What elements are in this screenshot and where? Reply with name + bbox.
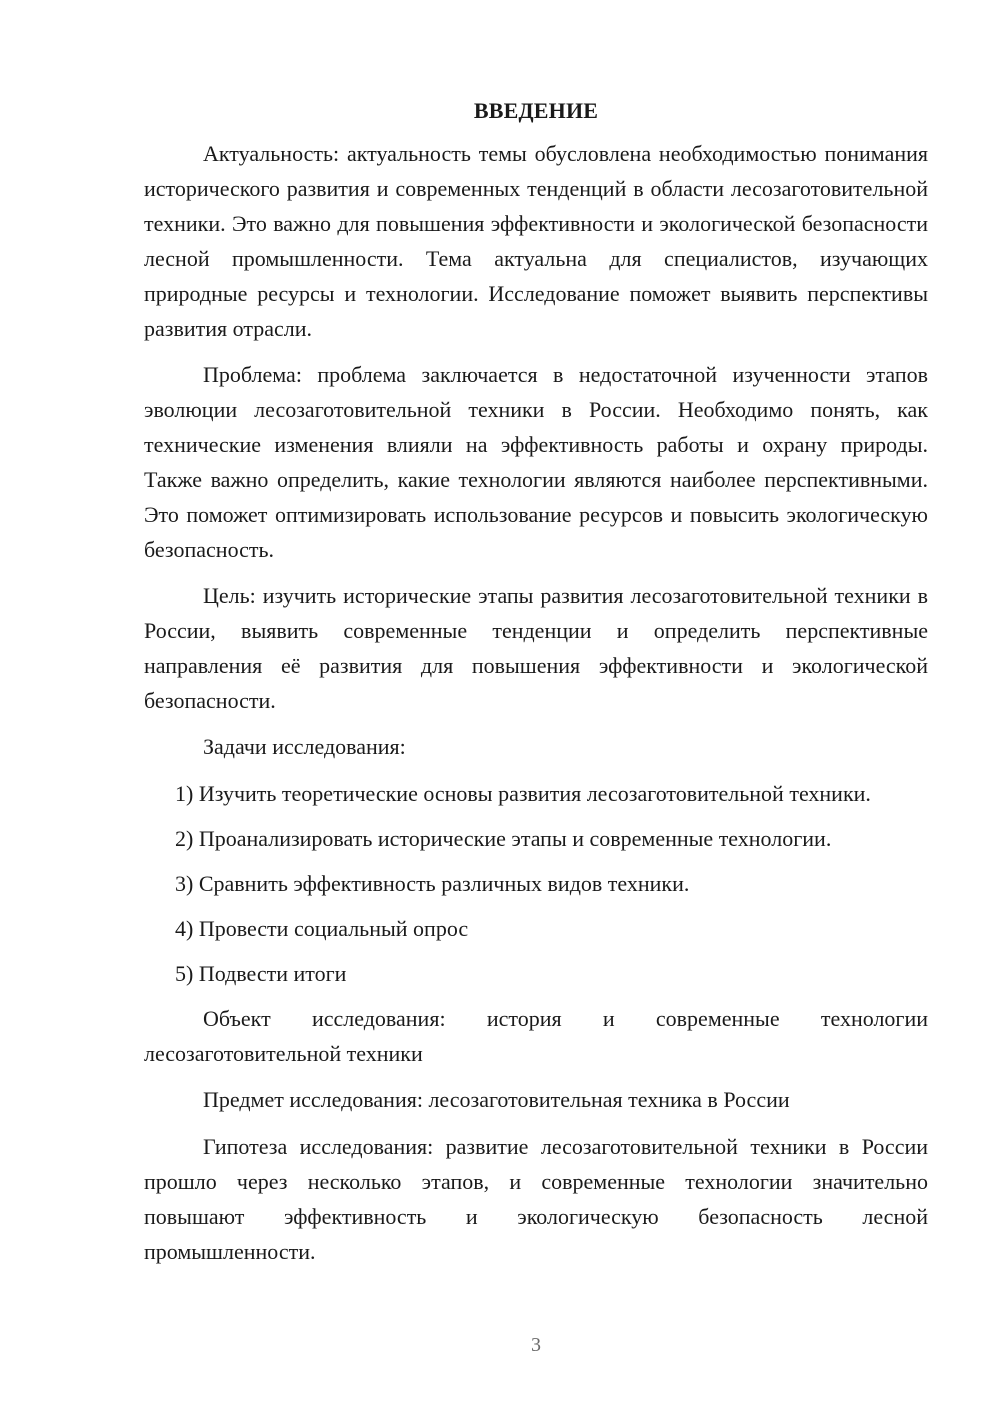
paragraph-subject: Предмет исследования: лесозаготовительная техника в России bbox=[203, 1087, 790, 1112]
list-item: 5) Подвести итоги bbox=[175, 961, 347, 986]
paragraph-relevance: Актуальность: актуальность темы обусловлена необходимостью понимания исторического развития и современных тенденций в области лесозаготовительной техники. Это важно для повышения эффективности и экологической безопасности лесной промышленности. Тема актуальна для специалистов, изучающих природные ресурсы и технологии. Исследование поможет выявить перспективы развития отрасли. bbox=[144, 141, 928, 341]
paragraph-hypothesis: Гипотеза исследования: развитие лесозаготовительной техники в России прошло через несколько этапов, и современные технологии значительно повышают эффективность и экологическую безопасность лесной промышленности. bbox=[144, 1134, 928, 1264]
list-item: 4) Провести социальный опрос bbox=[175, 916, 469, 941]
paragraph-object: Объект исследования: история и современные технологии лесозаготовительной техники bbox=[144, 1006, 928, 1066]
section-title: ВВЕДЕНИЕ bbox=[473, 98, 599, 123]
paragraph-tasks-heading: Задачи исследования: bbox=[203, 734, 406, 759]
list-item: 1) Изучить теоретические основы развития лесозаготовительной техники. bbox=[175, 781, 871, 806]
paragraph-goal: Цель: изучить исторические этапы развития лесозаготовительной техники в России, выявить современные тенденции и определить перспективные направления её развития для повышения эффективности и экологической безопасности. bbox=[144, 583, 928, 713]
paragraph-problem: Проблема: проблема заключается в недостаточной изученности этапов эволюции лесозаготовительной техники в России. Необходимо понять, как технические изменения влияли на эффективность работы и охрану природы. Также важно определить, какие технологии являются наиболее перспективными. Это поможет оптимизировать использование ресурсов и повысить экологическую безопасность. bbox=[144, 362, 928, 562]
document-page bbox=[144, 96, 928, 1280]
tasks-list bbox=[144, 776, 928, 991]
list-item: 2) Проанализировать исторические этапы и современные технологии. bbox=[175, 826, 832, 851]
list-item: 3) Сравнить эффективность различных видов техники. bbox=[175, 871, 690, 896]
page-number: 3 bbox=[531, 1334, 541, 1356]
